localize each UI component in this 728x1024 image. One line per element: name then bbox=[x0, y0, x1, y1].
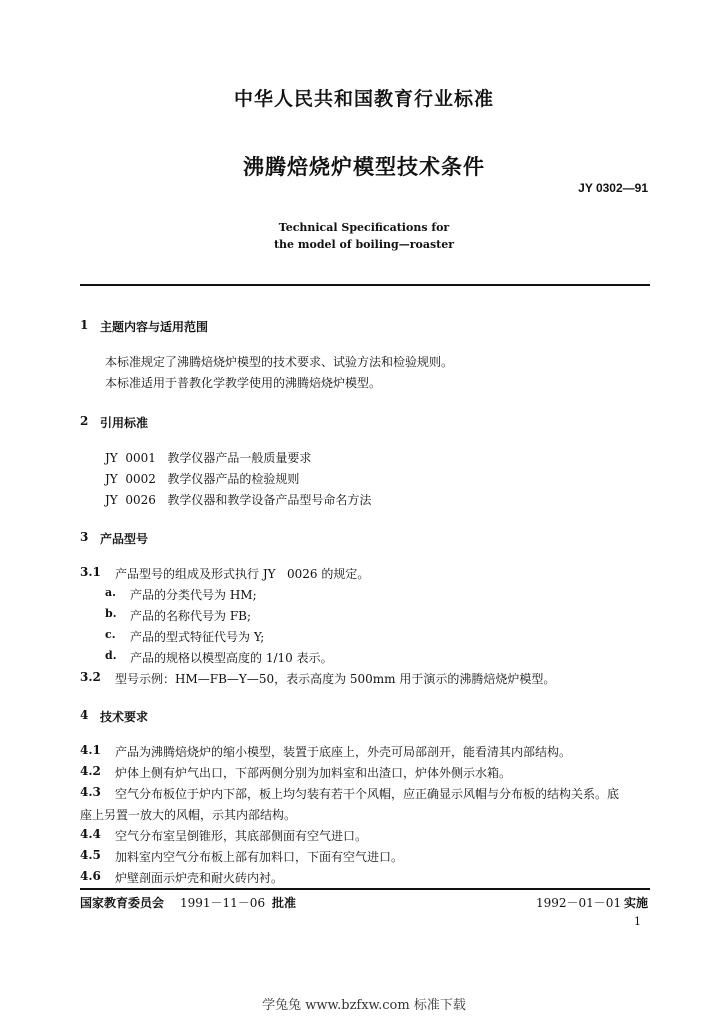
list-item-label: b. bbox=[105, 607, 117, 620]
standard-code: JY 0302—91 bbox=[578, 181, 648, 195]
clause-text: 空气分布板位于炉内下部，板上均匀装有若干个风帽，应正确显示风帽与分布板的结构关系。底 bbox=[115, 787, 620, 801]
national-standard-title: 中华人民共和国教育行业标准 bbox=[233, 88, 494, 110]
list-item-label: a. bbox=[105, 586, 116, 599]
section-1-paragraph-2: 本标准适用于普教化学教学使用的沸腾焙烧炉模型。 bbox=[105, 376, 382, 390]
english-title-line-1: Technical Specifications for bbox=[278, 221, 450, 234]
clause-text: 产品型号的组成及形式执行 JY 0026 的规定。 bbox=[115, 567, 370, 581]
reference-item: JY 0026 教学仪器和教学设备产品型号命名方法 bbox=[105, 493, 372, 507]
clause-number: 4.2 bbox=[80, 764, 101, 778]
section-2-title: 引用标准 bbox=[100, 416, 149, 430]
section-3-number: 3 bbox=[80, 530, 89, 544]
clause-text: 加料室内空气分布板上部有加料口，下面有空气进口。 bbox=[115, 850, 404, 864]
section-1-paragraph-1: 本标准规定了沸腾焙烧炉模型的技术要求、试验方法和检验规则。 bbox=[105, 355, 454, 369]
reference-item: JY 0002 教学仪器产品的检验规则 bbox=[105, 472, 300, 486]
watermark: 学兔兔 www.bzfxw.com 标准下载 bbox=[262, 998, 466, 1013]
clause-text: 炉壁剖面示炉壳和耐火砖内衬。 bbox=[115, 871, 284, 885]
clause-number: 3.1 bbox=[80, 565, 101, 579]
clause-text: 型号示例：HM—FB—Y—50，表示高度为 500mm 用于演示的沸腾焙烧炉模型。 bbox=[115, 672, 556, 686]
clause-number: 4.1 bbox=[80, 743, 101, 757]
footer-divider bbox=[80, 888, 650, 890]
section-2-number: 2 bbox=[80, 414, 89, 428]
clause-text: 空气分布室呈倒锥形，其底部侧面有空气进口。 bbox=[115, 829, 368, 843]
clause-number: 4.6 bbox=[80, 869, 101, 883]
approver: 国家教育委员会 bbox=[80, 896, 165, 910]
list-item-text: 产品的型式特征代号为 Y; bbox=[130, 630, 265, 644]
clause-number: 4.4 bbox=[80, 827, 101, 841]
page-number: 1 bbox=[634, 915, 641, 928]
list-item-text: 产品的规格以模型高度的 1/10 表示。 bbox=[130, 651, 333, 665]
english-title-line-2: the model of boiling—roaster bbox=[273, 238, 455, 251]
implementation-label: 实施 bbox=[624, 896, 649, 910]
section-1-number: 1 bbox=[80, 318, 89, 332]
section-4-number: 4 bbox=[80, 708, 89, 722]
header-divider bbox=[80, 284, 650, 286]
reference-item: JY 0001 教学仪器产品一般质量要求 bbox=[105, 451, 312, 465]
list-item-label: c. bbox=[105, 628, 116, 641]
clause-text: 产品为沸腾焙烧炉的缩小模型，装置于底座上，外壳可局部剖开，能看清其内部结构。 bbox=[115, 745, 572, 759]
list-item-text: 产品的名称代号为 FB; bbox=[130, 609, 252, 623]
implementation-date: 1992－01－01 bbox=[536, 896, 622, 910]
section-4-title: 技术要求 bbox=[100, 710, 149, 724]
approve-label: 批准 bbox=[272, 896, 297, 910]
clause-number: 4.5 bbox=[80, 848, 101, 862]
list-item-label: d. bbox=[105, 649, 117, 662]
list-item-text: 产品的分类代号为 HM; bbox=[130, 588, 257, 602]
clause-number: 4.3 bbox=[80, 785, 101, 799]
clause-number: 3.2 bbox=[80, 670, 101, 684]
clause-text-continued: 座上另置一放大的风帽，示其内部结构。 bbox=[80, 808, 297, 822]
clause-text: 炉体上侧有炉气出口，下部两侧分别为加料室和出渣口，炉体外侧示水箱。 bbox=[115, 766, 512, 780]
section-3-title: 产品型号 bbox=[100, 532, 149, 546]
document-title: 沸腾焙烧炉模型技术条件 bbox=[243, 154, 485, 179]
approve-date: 1991－11－06 bbox=[180, 896, 266, 910]
section-1-title: 主题内容与适用范围 bbox=[100, 320, 209, 334]
